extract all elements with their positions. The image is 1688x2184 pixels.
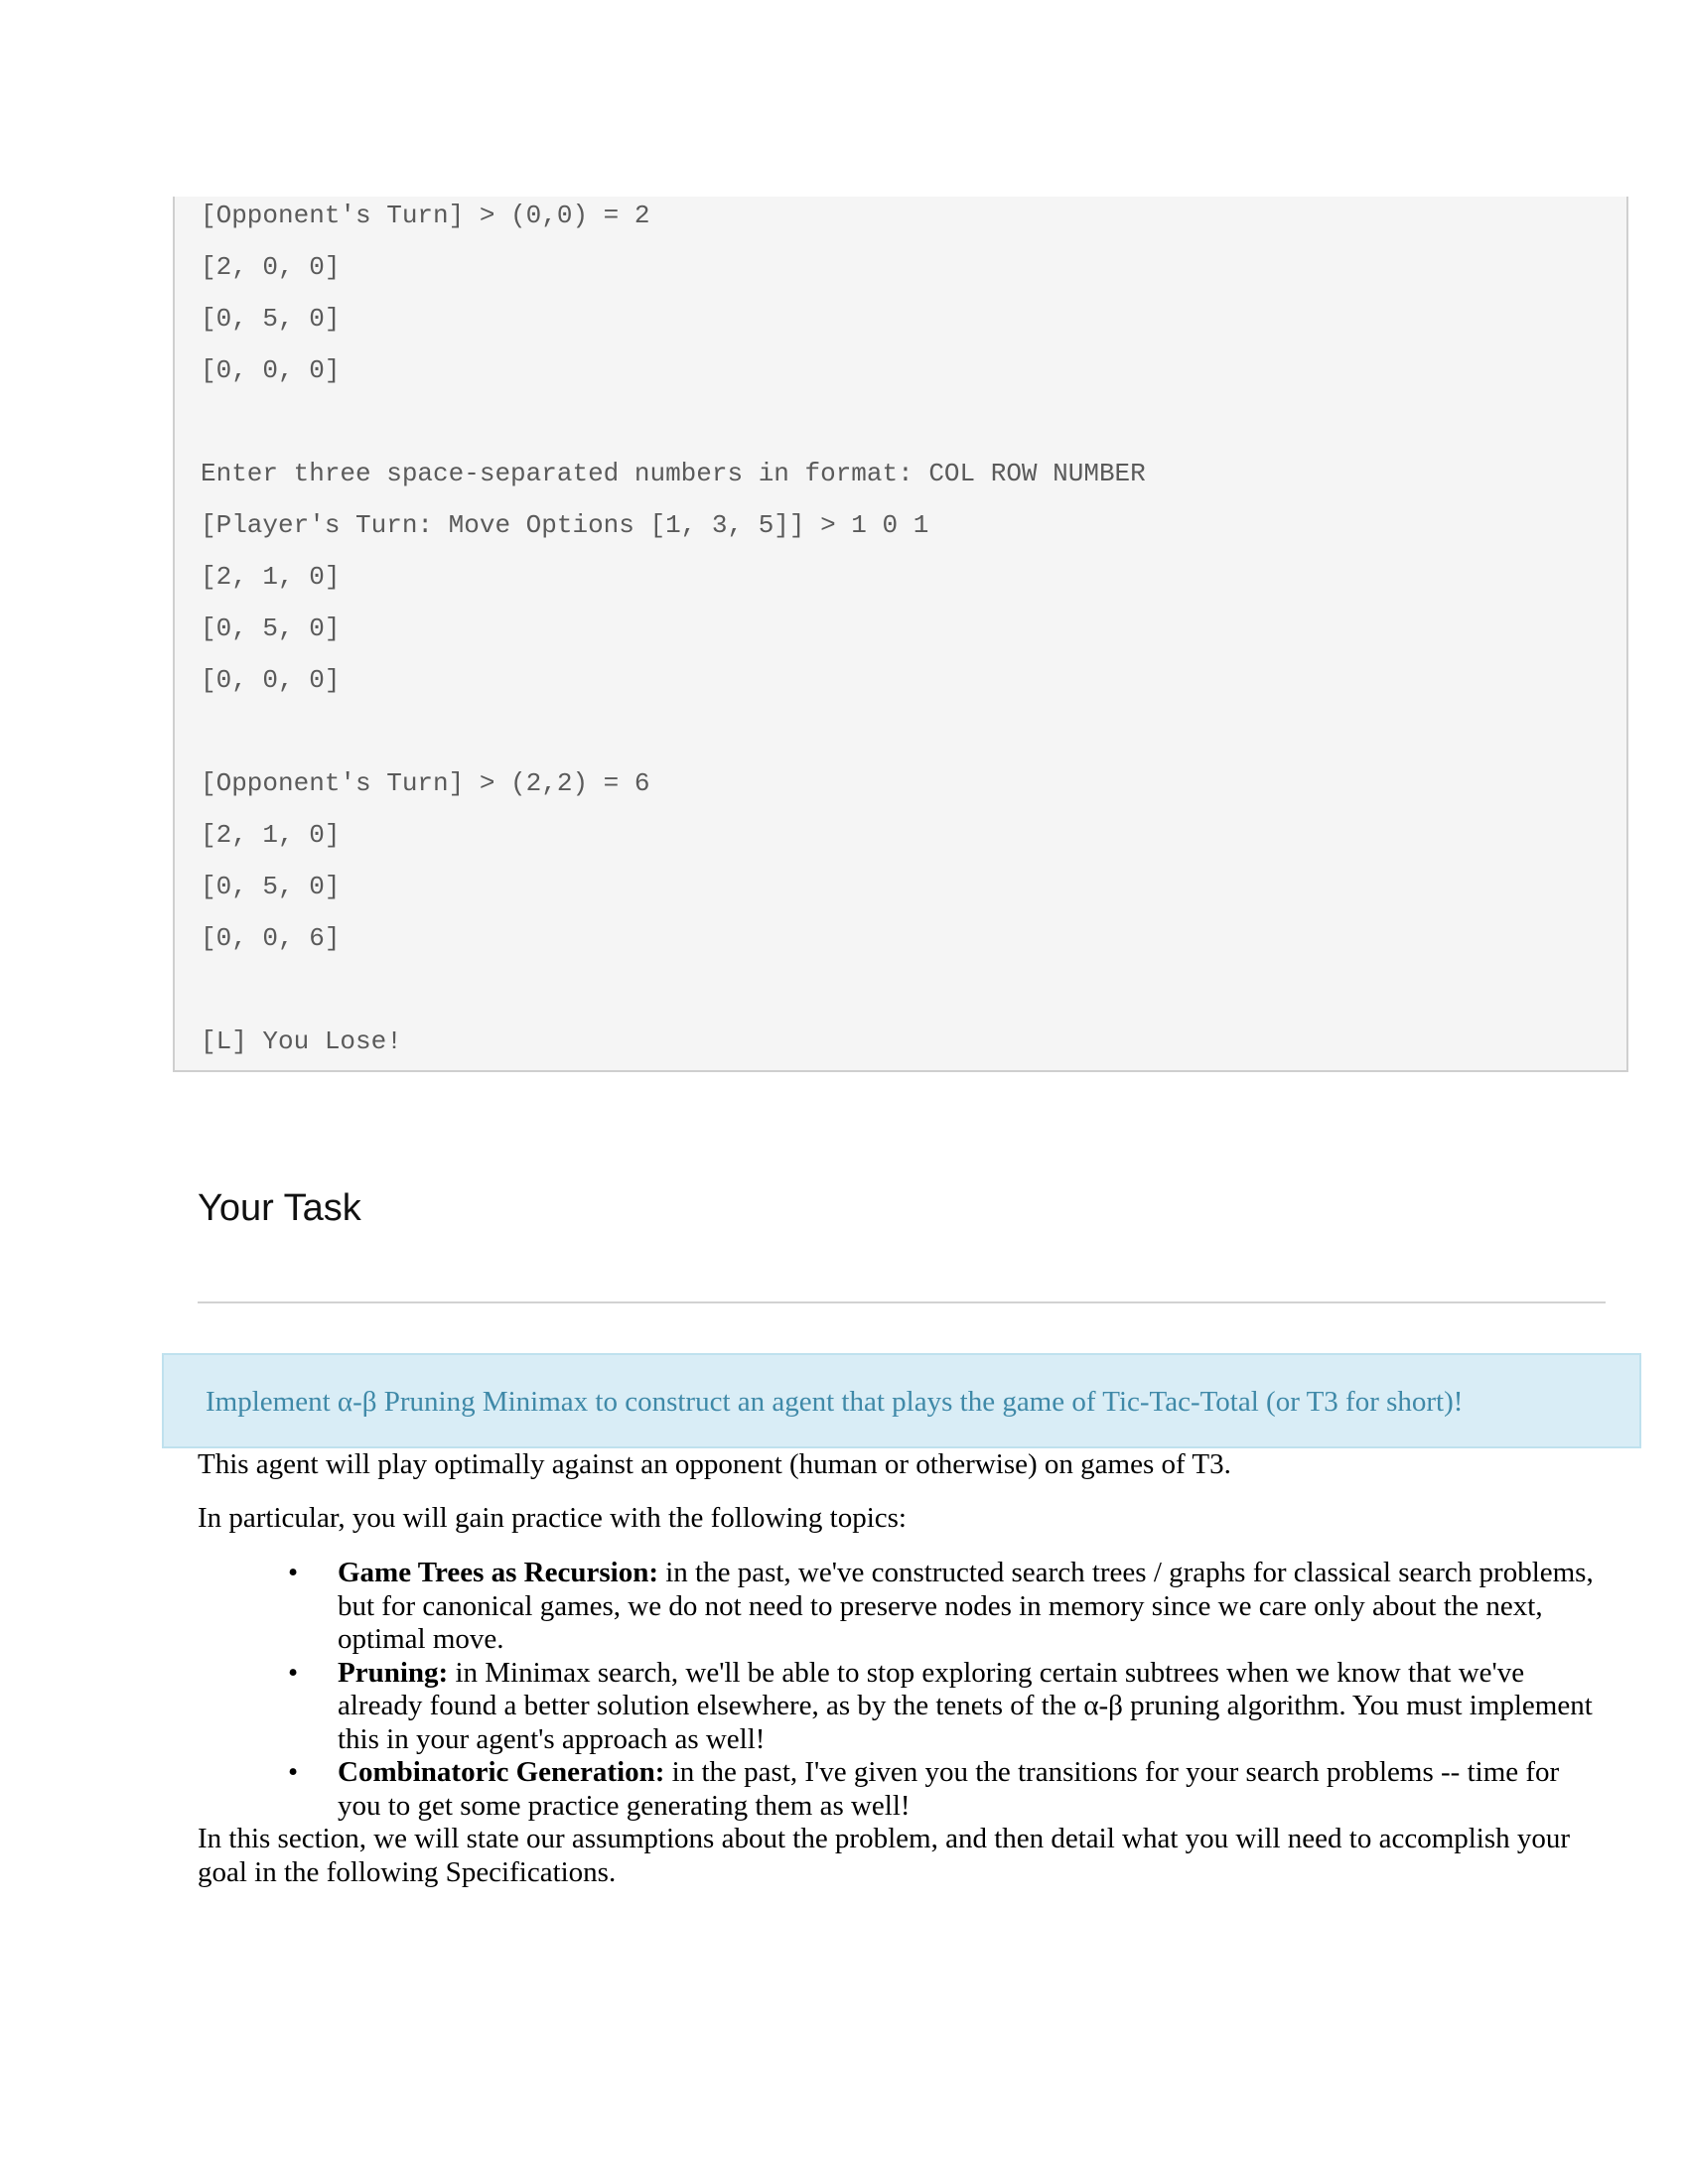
console-line: [2, 0, 0] — [201, 252, 341, 282]
console-line: [Opponent's Turn] > (2,2) = 6 — [201, 768, 650, 798]
bullet-text: in the past, we've constructed search trees / graphs for classical search problems, but for canonical games, we do not need to preserve nodes in memory since we care only about the next, optimal move. — [338, 1557, 1594, 1655]
console-line: Enter three space-separated numbers in format: COL ROW NUMBER — [201, 459, 1146, 488]
callout-text: Implement α-β Pruning Minimax to construct an agent that plays the game of Tic-Tac-Total (or T3 for short)! — [206, 1386, 1464, 1418]
console-line: [Player's Turn: Move Options [1, 3, 5]] > 1 0 1 — [201, 510, 929, 540]
console-line: [0, 5, 0] — [201, 304, 341, 334]
divider — [198, 1301, 1606, 1303]
intro-paragraph: This agent will play optimally against an opponent (human or otherwise) on games of T3. — [198, 1448, 1231, 1480]
bullet-term: Pruning: — [338, 1656, 449, 1689]
section-heading: Your Task — [198, 1187, 361, 1229]
bullet-term: Game Trees as Recursion: — [338, 1557, 658, 1588]
bullet-term: Combinatoric Generation: — [338, 1756, 665, 1788]
console-line: [2, 1, 0] — [201, 820, 341, 850]
console-output — [173, 197, 1628, 1072]
bullet-icon: • — [288, 1756, 299, 1788]
console-line: [0, 0, 6] — [201, 923, 341, 953]
bullet-icon: • — [288, 1656, 299, 1689]
list-item — [198, 1557, 1608, 1657]
console-line: [0, 5, 0] — [201, 872, 341, 901]
console-line: [L] You Lose! — [201, 1026, 402, 1056]
list-item — [198, 1657, 1608, 1757]
console-line: [0, 0, 0] — [201, 665, 341, 695]
topics-list — [198, 1557, 1608, 1823]
list-item — [198, 1756, 1608, 1823]
closing-paragraph: In this section, we will state our assumptions about the problem, and then detail what you will need to accomplish your goal in the following Specifications. — [198, 1823, 1571, 1888]
console-line: [0, 5, 0] — [201, 614, 341, 643]
bullet-text: in Minimax search, we'll be able to stop exploring certain subtrees when we know that we've already found a better solution elsewhere, as by the tenets of the α-β pruning algorithm. You must implement this in your agent's approach as well! — [338, 1656, 1593, 1755]
task-callout — [162, 1353, 1641, 1448]
console-line: [2, 1, 0] — [201, 562, 341, 592]
console-line: [0, 0, 0] — [201, 355, 341, 385]
topics-intro: In particular, you will gain practice with the following topics: — [198, 1502, 907, 1534]
console-line: [Opponent's Turn] > (0,0) = 2 — [201, 201, 650, 230]
bullet-text: in the past, I've given you the transitions for your search problems -- time for you to get some practice generating them as well! — [338, 1756, 1560, 1822]
bullet-icon: • — [288, 1557, 299, 1588]
